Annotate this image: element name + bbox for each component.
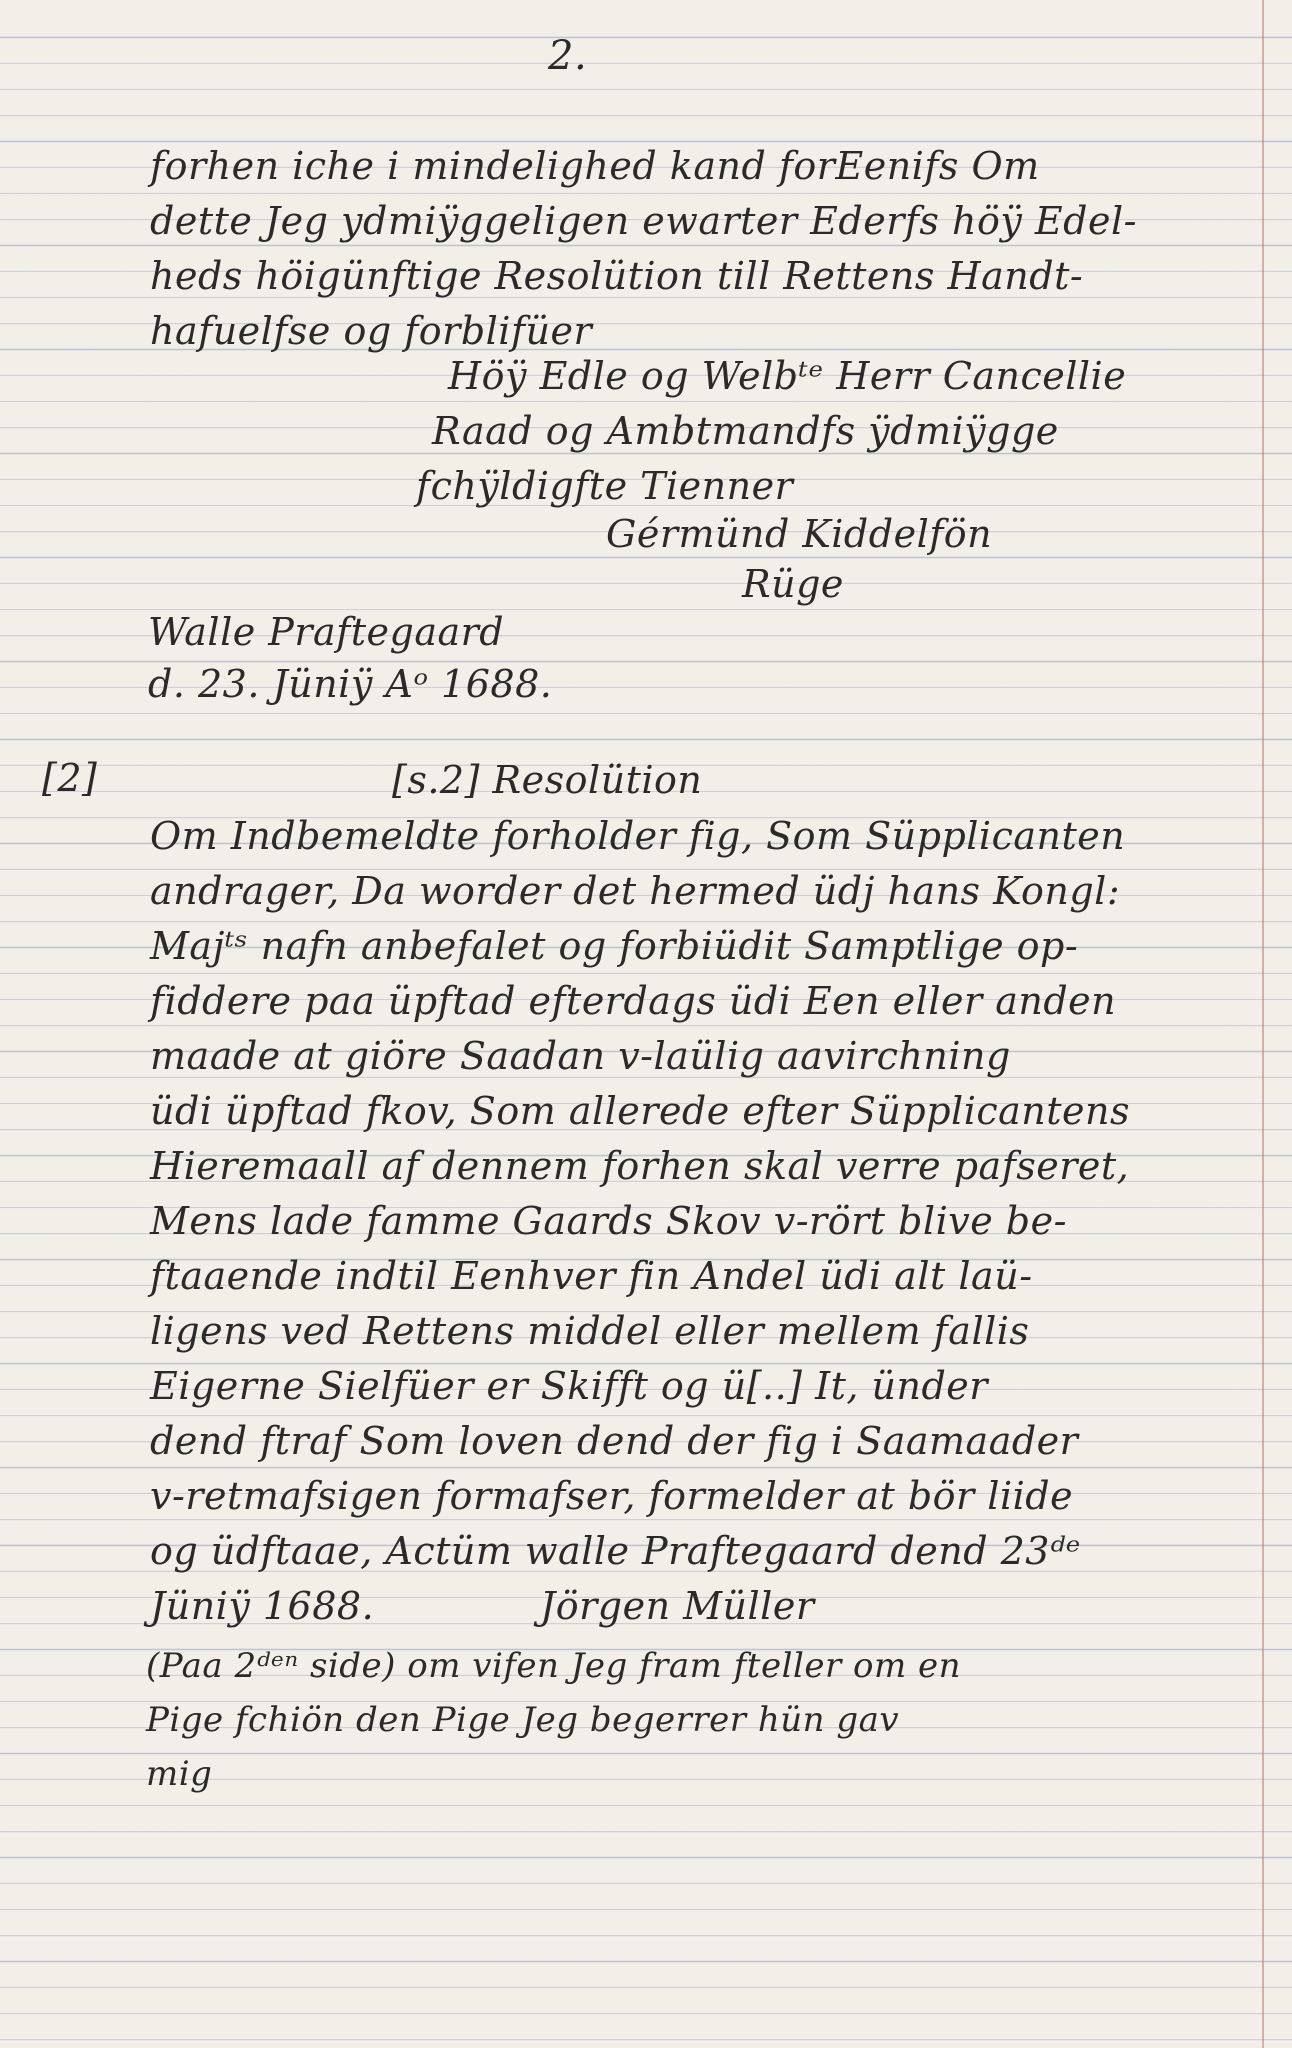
resolution-line: v-retmafsigen formafser, formelder at bör liide — [150, 1474, 1074, 1518]
resolution-line: maade at giöre Saadan v-laülig aavirchning — [150, 1034, 1011, 1078]
resolution-line: Om Indbemeldte forholder fig, Som Süpplicanten — [150, 814, 1126, 858]
date-line: d. 23. Jüniÿ Aᵒ 1688. — [148, 662, 553, 706]
closing-line: fchÿldigfte Tienner — [416, 464, 794, 508]
postscript-line: mig — [146, 1754, 213, 1794]
resolution-line: Eigerne Sielfüer er Skifft og ü[..] It, ünder — [150, 1364, 988, 1408]
margin-rule — [1262, 0, 1264, 2048]
resolution-signature: Jörgen Müller — [540, 1584, 815, 1628]
resolution-heading: [s.2] Resolütion — [392, 758, 703, 802]
letter-line: hafuelfse og forblifüer — [150, 309, 593, 353]
resolution-line: Majᵗˢ nafn anbefalet og forbiüdit Samptlige op- — [150, 924, 1079, 968]
closing-line: Rüge — [742, 562, 844, 606]
resolution-line: dend ftraf Som loven dend der fig i Saamaader — [150, 1419, 1079, 1463]
resolution-line: Jüniÿ 1688. — [150, 1584, 375, 1628]
resolution-line: ligens ved Rettens middel eller mellem fallis — [150, 1309, 1030, 1353]
letter-line: dette Jeg ydmiÿggeligen ewarter Ederfs höÿ Edel- — [150, 199, 1137, 243]
letter-line: forhen iche i mindelighed kand forEenifs Om — [150, 144, 1040, 188]
resolution-line: üdi üpftad fkov, Som allerede efter Süpplicantens — [150, 1089, 1130, 1133]
closing-signature: Gérmünd Kiddelfön — [606, 512, 993, 556]
letter-line: heds höigünftige Resolütion till Rettens Handt- — [150, 254, 1084, 298]
postscript-line: (Paa 2ᵈᵉⁿ side) om vifen Jeg fram fteller om en — [146, 1646, 962, 1686]
margin-note: [2] — [42, 756, 98, 800]
resolution-line: ftaaende indtil Eenhver fin Andel üdi alt laü- — [150, 1254, 1033, 1298]
closing-line: Höÿ Edle og Welbᵗᵉ Herr Cancellie — [448, 354, 1127, 398]
closing-line: Raad og Ambtmandfs ÿdmiÿgge — [432, 409, 1059, 453]
resolution-line: Mens lade famme Gaards Skov v-rört blive be- — [150, 1199, 1067, 1243]
page-number: 2. — [548, 33, 588, 79]
resolution-line: fiddere paa üpftad efterdags üdi Een eller anden — [150, 979, 1117, 1023]
resolution-line: og üdftaae, Actüm walle Praftegaard dend 23ᵈᵉ — [150, 1529, 1081, 1573]
postscript-line: Pige fchiön den Pige Jeg begerrer hün gav — [146, 1700, 900, 1740]
place-line: Walle Praftegaard — [148, 610, 505, 654]
resolution-line: andrager, Da worder det hermed üdj hans Kongl: — [150, 869, 1121, 913]
resolution-line: Hieremaall af dennem forhen skal verre pafseret, — [150, 1144, 1130, 1188]
